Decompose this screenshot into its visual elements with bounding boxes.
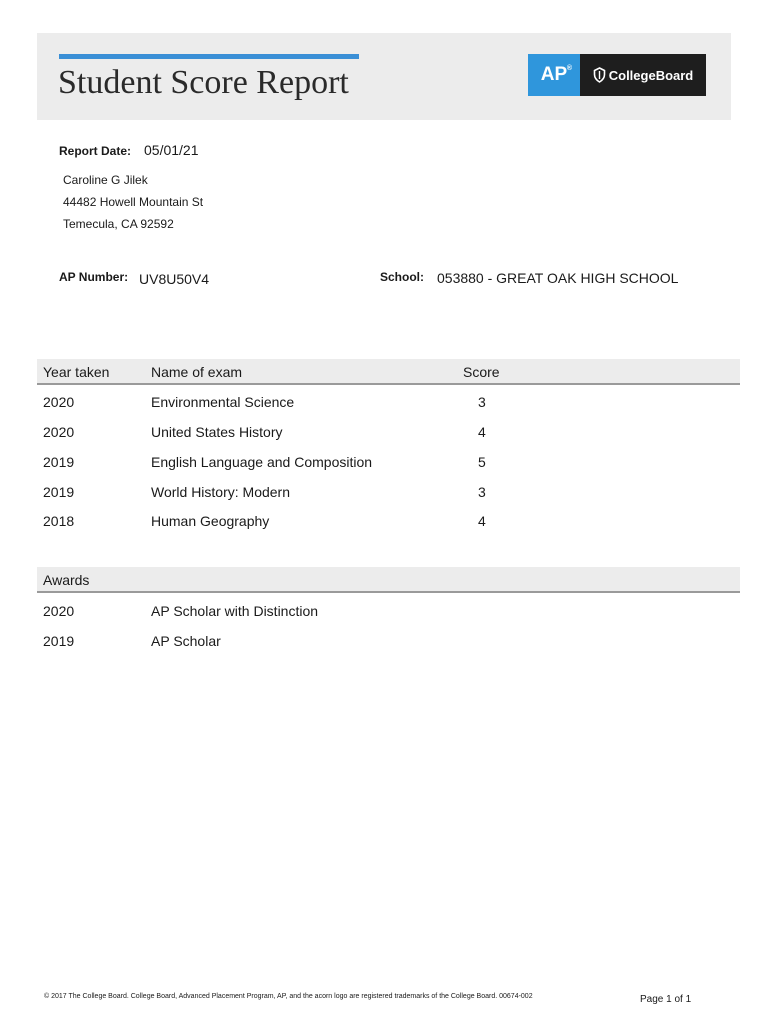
exam-name: World History: Modern [151, 484, 291, 500]
report-date-label: Report Date: [59, 144, 132, 158]
ap-number-value: UV8U50V4 [139, 271, 210, 287]
report-date-value: 05/01/21 [144, 142, 199, 158]
collegeboard-logo [580, 54, 706, 96]
column-header-year: Year taken [43, 364, 110, 380]
table-row [37, 603, 740, 625]
ap-logo [528, 54, 580, 96]
table-row [37, 633, 740, 655]
exam-year: 2020 [43, 394, 75, 410]
ap-registered-mark: ® [566, 65, 572, 72]
student-name: Caroline G Jilek [63, 173, 148, 187]
school-label: School: [380, 270, 424, 284]
table-row [37, 513, 740, 535]
exam-score: 5 [478, 454, 486, 470]
award-name: AP Scholar with Distinction [151, 603, 319, 619]
page-number: Page 1 of 1 [640, 994, 692, 1005]
table-row [37, 484, 740, 506]
exam-year: 2020 [43, 424, 75, 440]
exam-score: 4 [478, 424, 486, 440]
exam-name: United States History [151, 424, 283, 440]
exam-name: English Language and Composition [151, 454, 373, 470]
title-accent-bar [59, 54, 359, 59]
exam-year: 2019 [43, 454, 75, 470]
school-value: 053880 - GREAT OAK HIGH SCHOOL [437, 270, 679, 286]
column-header-score: Score [463, 364, 500, 380]
table-row [37, 424, 740, 446]
copyright-notice: © 2017 The College Board. College Board, Advanced Placement Program, AP, and the acorn logo are registered trademarks of the College Board. 00674-002 [44, 993, 533, 1000]
address-street: 44482 Howell Mountain St [63, 195, 204, 209]
exam-name: Environmental Science [151, 394, 295, 410]
report-header [37, 33, 731, 120]
exams-table-header [37, 359, 740, 385]
exam-score: 3 [478, 484, 486, 500]
exam-year: 2019 [43, 484, 75, 500]
ap-logo-text: AP [540, 64, 568, 85]
exam-score: 4 [478, 513, 486, 529]
award-year: 2019 [43, 633, 75, 649]
table-row [37, 454, 740, 476]
award-year: 2020 [43, 603, 75, 619]
page-title: Student Score Report [58, 64, 349, 101]
collegeboard-logo-text: CollegeBoard [608, 67, 694, 83]
column-header-exam: Name of exam [151, 364, 243, 380]
table-row [37, 394, 740, 416]
exam-name: Human Geography [151, 513, 270, 529]
acorn-icon [593, 67, 606, 83]
exam-score: 3 [478, 394, 486, 410]
ap-number-label: AP Number: [59, 270, 129, 284]
address-city: Temecula, CA 92592 [63, 217, 174, 231]
award-name: AP Scholar [151, 633, 221, 649]
awards-table-header [37, 567, 740, 593]
ap-collegeboard-logo [528, 54, 706, 96]
exam-year: 2018 [43, 513, 75, 529]
awards-header: Awards [43, 572, 90, 588]
